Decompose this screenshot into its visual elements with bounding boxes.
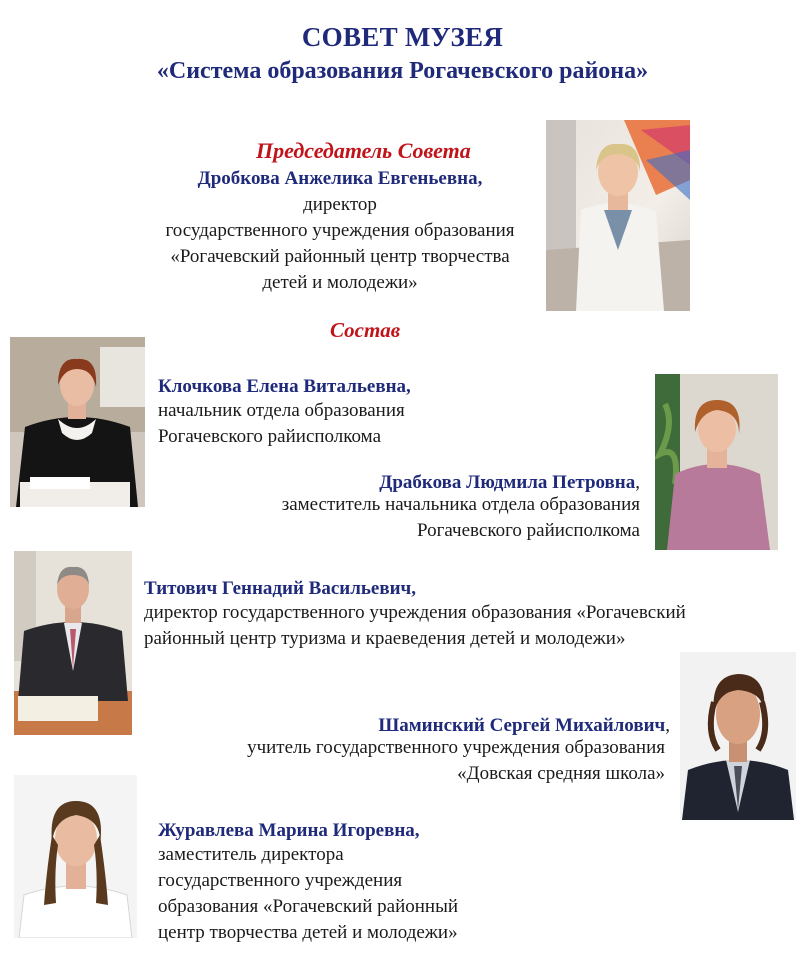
member-photo-1	[10, 337, 145, 507]
chair-line: директор	[303, 194, 377, 215]
member-name-4-suffix: ,	[665, 715, 670, 736]
chair-name: Дробкова Анжелика Евгеньевна,	[197, 168, 483, 189]
member-position-1	[158, 398, 405, 450]
member-line: Рогачевского райисполкома	[416, 520, 640, 541]
chair-heading: Председатель Совета	[256, 138, 471, 163]
member-line: заместитель начальника отдела образования	[281, 494, 640, 515]
member-name-2: Драбкова Людмила Петровна	[379, 472, 636, 493]
chair-line: детей и молодежи»	[262, 272, 418, 293]
member-line: заместитель директора	[158, 844, 344, 865]
member-line: учитель государственного учреждения образования	[247, 737, 665, 758]
member-name-2-suffix: ,	[635, 472, 640, 493]
chair-photo	[546, 120, 690, 311]
member-name-4: Шаминский Сергей Михайлович	[378, 715, 666, 736]
member-position-5	[158, 842, 458, 946]
member-photo-5	[14, 775, 137, 938]
member-position-4	[150, 735, 665, 787]
member-line: районный центр туризма и краеведения детей и молодежи»	[144, 628, 626, 649]
page-title: СОВЕТ МУЗЕЯ	[301, 22, 504, 52]
member-name-3: Титович Геннадий Васильевич,	[144, 578, 417, 599]
member-line: образования «Рогачевский районный	[158, 896, 459, 917]
member-photo-4	[680, 652, 796, 820]
member-line: директор государственного учреждения образования «Рогачевский	[144, 602, 686, 623]
member-name-1: Клочкова Елена Витальевна,	[158, 376, 411, 397]
member-line: центр творчества детей и молодежи»	[158, 922, 458, 943]
member-position-3	[144, 600, 686, 652]
member-photo-2	[655, 374, 778, 550]
member-name-5: Журавлева Марина Игоревна,	[158, 820, 420, 841]
member-line: начальник отдела образования	[158, 400, 405, 421]
member-photo-3	[14, 551, 132, 735]
member-line: Рогачевского райисполкома	[158, 426, 382, 447]
member-line: «Довская средняя школа»	[457, 763, 665, 784]
member-position-2	[150, 492, 640, 544]
page-subtitle: «Система образования Рогачевского района»	[156, 58, 649, 84]
member-line: государственного учреждения	[158, 870, 403, 891]
chair-position	[60, 192, 620, 296]
members-heading: Состав	[330, 318, 401, 342]
chair-line: государственного учреждения образования	[165, 220, 515, 241]
chair-line: «Рогачевский районный центр творчества	[170, 246, 510, 267]
